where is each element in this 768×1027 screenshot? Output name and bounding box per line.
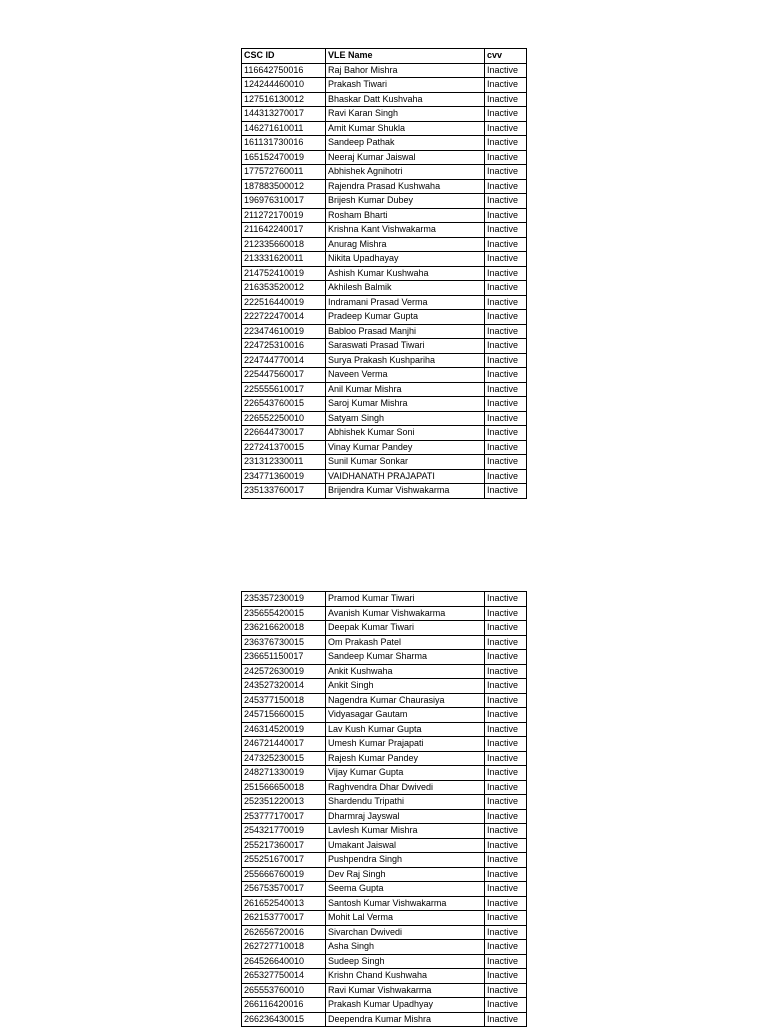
cvv-status-cell: Inactive (485, 411, 527, 426)
cvv-status-cell: Inactive (485, 223, 527, 238)
table-row (242, 925, 527, 940)
cvv-status-cell: Inactive (485, 708, 527, 723)
cvv-status-cell: Inactive (485, 882, 527, 897)
table-row (242, 484, 527, 499)
vle-name-cell: Umesh Kumar Prajapati (326, 737, 485, 752)
table-row (242, 208, 527, 223)
csc-id-cell: 255666760019 (242, 867, 326, 882)
cvv-status-cell: Inactive (485, 194, 527, 209)
table-row (242, 440, 527, 455)
vle-name-cell: Sandeep Kumar Sharma (326, 650, 485, 665)
table-row (242, 708, 527, 723)
csc-id-cell: 262153770017 (242, 911, 326, 926)
vle-name-cell: Prakash Kumar Upadhyay (326, 998, 485, 1013)
table-row (242, 737, 527, 752)
table-row (242, 664, 527, 679)
table-row (242, 92, 527, 107)
vle-name-cell: Raghvendra Dhar Dwivedi (326, 780, 485, 795)
table-row (242, 592, 527, 607)
cvv-status-cell: Inactive (485, 1012, 527, 1027)
table-row (242, 722, 527, 737)
cvv-status-cell: Inactive (485, 237, 527, 252)
cvv-status-cell: Inactive (485, 440, 527, 455)
csc-id-cell: 235133760017 (242, 484, 326, 499)
cvv-status-cell: Inactive (485, 650, 527, 665)
csc-id-cell: 214752410019 (242, 266, 326, 281)
cvv-status-cell: Inactive (485, 809, 527, 824)
cvv-status-cell: Inactive (485, 925, 527, 940)
cvv-status-cell: Inactive (485, 353, 527, 368)
table-row (242, 838, 527, 853)
cvv-status-cell: Inactive (485, 969, 527, 984)
table-body (242, 592, 527, 1027)
table-row (242, 281, 527, 296)
csc-id-cell: 116642750016 (242, 63, 326, 78)
vle-name-cell: Indramani Prasad Verma (326, 295, 485, 310)
table-row (242, 621, 527, 636)
cvv-status-cell: Inactive (485, 426, 527, 441)
cvv-status-cell: Inactive (485, 824, 527, 839)
table-row (242, 397, 527, 412)
csc-id-cell: 236216620018 (242, 621, 326, 636)
table-row (242, 136, 527, 151)
csc-id-cell: 223474610019 (242, 324, 326, 339)
cvv-status-cell: Inactive (485, 266, 527, 281)
vle-name-cell: Prakash Tiwari (326, 78, 485, 93)
cvv-status-cell: Inactive (485, 911, 527, 926)
cvv-status-cell: Inactive (485, 469, 527, 484)
csc-id-cell: 146271610011 (242, 121, 326, 136)
cvv-status-cell: Inactive (485, 592, 527, 607)
table-header-row (242, 49, 527, 64)
cvv-status-cell: Inactive (485, 896, 527, 911)
table-row (242, 795, 527, 810)
table-body (242, 63, 527, 498)
table-row (242, 882, 527, 897)
csc-id-cell: 216353520012 (242, 281, 326, 296)
vle-name-cell: Nikita Upadhayay (326, 252, 485, 267)
table-row (242, 780, 527, 795)
csc-id-cell: 264526640010 (242, 954, 326, 969)
vle-name-cell: Om Prakash Patel (326, 635, 485, 650)
csc-id-cell: 187883500012 (242, 179, 326, 194)
table-row (242, 121, 527, 136)
cvv-status-cell: Inactive (485, 63, 527, 78)
csc-id-cell: 231312330011 (242, 455, 326, 470)
vle-name-cell: Nagendra Kumar Chaurasiya (326, 693, 485, 708)
csc-id-cell: 227241370015 (242, 440, 326, 455)
table-row (242, 998, 527, 1013)
cvv-status-cell: Inactive (485, 324, 527, 339)
csc-id-cell: 251566650018 (242, 780, 326, 795)
cvv-status-cell: Inactive (485, 722, 527, 737)
cvv-status-cell: Inactive (485, 179, 527, 194)
table-row (242, 426, 527, 441)
vle-name-cell: Rajesh Kumar Pandey (326, 751, 485, 766)
vle-name-cell: Amit Kumar Shukla (326, 121, 485, 136)
cvv-status-cell: Inactive (485, 838, 527, 853)
vle-name-cell: Dharmraj Jayswal (326, 809, 485, 824)
vle-name-cell: Pushpendra Singh (326, 853, 485, 868)
table-row (242, 693, 527, 708)
cvv-status-cell: Inactive (485, 310, 527, 325)
csc-id-cell: 265327750014 (242, 969, 326, 984)
csc-id-cell: 165152470019 (242, 150, 326, 165)
csc-id-cell: 266236430015 (242, 1012, 326, 1027)
table-row (242, 911, 527, 926)
table-row (242, 63, 527, 78)
csc-id-cell: 265553760010 (242, 983, 326, 998)
table-row (242, 411, 527, 426)
vle-name-cell: Abhishek Kumar Soni (326, 426, 485, 441)
header-cvv: cvv (485, 49, 527, 64)
table-row (242, 824, 527, 839)
vle-name-cell: VAIDHANATH PRAJAPATI (326, 469, 485, 484)
table-row (242, 1012, 527, 1027)
cvv-status-cell: Inactive (485, 484, 527, 499)
vle-name-cell: Lav Kush Kumar Gupta (326, 722, 485, 737)
table-row (242, 954, 527, 969)
vle-name-cell: Shardendu Tripathi (326, 795, 485, 810)
vle-name-cell: Anurag Mishra (326, 237, 485, 252)
cvv-status-cell: Inactive (485, 397, 527, 412)
table-row (242, 310, 527, 325)
header-vle-name: VLE Name (326, 49, 485, 64)
vle-name-cell: Seema Gupta (326, 882, 485, 897)
csc-id-cell: 196976310017 (242, 194, 326, 209)
vle-name-cell: Vijay Kumar Gupta (326, 766, 485, 781)
csc-id-cell: 262656720016 (242, 925, 326, 940)
csc-id-cell: 266116420016 (242, 998, 326, 1013)
cvv-status-cell: Inactive (485, 339, 527, 354)
vle-name-cell: Anil Kumar Mishra (326, 382, 485, 397)
csc-id-cell: 242572630019 (242, 664, 326, 679)
vle-name-cell: Raj Bahor Mishra (326, 63, 485, 78)
cvv-status-cell: Inactive (485, 78, 527, 93)
cvv-status-cell: Inactive (485, 867, 527, 882)
csc-id-cell: 161131730016 (242, 136, 326, 151)
cvv-status-cell: Inactive (485, 107, 527, 122)
table-row (242, 606, 527, 621)
table-row (242, 150, 527, 165)
csc-id-cell: 177572760011 (242, 165, 326, 180)
vle-name-cell: Rajendra Prasad Kushwaha (326, 179, 485, 194)
cvv-status-cell: Inactive (485, 121, 527, 136)
cvv-status-cell: Inactive (485, 165, 527, 180)
vle-name-cell: Brijesh Kumar Dubey (326, 194, 485, 209)
table-row (242, 78, 527, 93)
vle-name-cell: Sunil Kumar Sonkar (326, 455, 485, 470)
vle-name-cell: Dev Raj Singh (326, 867, 485, 882)
cvv-status-cell: Inactive (485, 954, 527, 969)
cvv-status-cell: Inactive (485, 795, 527, 810)
csc-id-cell: 252351220013 (242, 795, 326, 810)
table-row (242, 766, 527, 781)
vle-name-cell: Santosh Kumar Vishwakarma (326, 896, 485, 911)
vle-name-cell: Akhilesh Balmik (326, 281, 485, 296)
table-row (242, 635, 527, 650)
csc-id-cell: 127516130012 (242, 92, 326, 107)
table-row (242, 324, 527, 339)
table-row (242, 223, 527, 238)
vle-name-cell: Sudeep Singh (326, 954, 485, 969)
csc-id-cell: 224744770014 (242, 353, 326, 368)
vle-name-cell: Avanish Kumar Vishwakarma (326, 606, 485, 621)
cvv-status-cell: Inactive (485, 150, 527, 165)
csc-id-cell: 245715660015 (242, 708, 326, 723)
cvv-status-cell: Inactive (485, 983, 527, 998)
cvv-status-cell: Inactive (485, 621, 527, 636)
vle-name-cell: Vinay Kumar Pandey (326, 440, 485, 455)
table-row (242, 983, 527, 998)
csc-id-cell: 247325230015 (242, 751, 326, 766)
cvv-status-cell: Inactive (485, 751, 527, 766)
cvv-status-cell: Inactive (485, 368, 527, 383)
csc-id-cell: 248271330019 (242, 766, 326, 781)
csc-id-cell: 226552250010 (242, 411, 326, 426)
table-row (242, 266, 527, 281)
header-csc-id: CSC ID (242, 49, 326, 64)
cvv-status-cell: Inactive (485, 606, 527, 621)
table-row (242, 295, 527, 310)
table-row (242, 679, 527, 694)
csc-id-cell: 246721440017 (242, 737, 326, 752)
vle-name-cell: Sivarchan Dwivedi (326, 925, 485, 940)
table-row (242, 353, 527, 368)
cvv-status-cell: Inactive (485, 208, 527, 223)
vle-name-cell: Asha Singh (326, 940, 485, 955)
csc-id-cell: 211642240017 (242, 223, 326, 238)
csc-id-cell: 211272170019 (242, 208, 326, 223)
vle-name-cell: Sandeep Pathak (326, 136, 485, 151)
vle-name-cell: Bhaskar Datt Kushvaha (326, 92, 485, 107)
vle-name-cell: Saraswati Prasad Tiwari (326, 339, 485, 354)
csc-id-cell: 212335660018 (242, 237, 326, 252)
vle-name-cell: Abhishek Agnihotri (326, 165, 485, 180)
vle-name-cell: Ankit Kushwaha (326, 664, 485, 679)
vle-name-cell: Pradeep Kumar Gupta (326, 310, 485, 325)
table-row (242, 809, 527, 824)
cvv-status-cell: Inactive (485, 92, 527, 107)
vle-name-cell: Saroj Kumar Mishra (326, 397, 485, 412)
csc-id-cell: 253777170017 (242, 809, 326, 824)
csc-id-cell: 234771360019 (242, 469, 326, 484)
cvv-status-cell: Inactive (485, 281, 527, 296)
table-row (242, 382, 527, 397)
vle-name-cell: Surya Prakash Kushpariha (326, 353, 485, 368)
table-row (242, 469, 527, 484)
cvv-status-cell: Inactive (485, 766, 527, 781)
vle-name-cell: Ankit Singh (326, 679, 485, 694)
csc-id-cell: 213331620011 (242, 252, 326, 267)
table-row (242, 455, 527, 470)
table-row (242, 237, 527, 252)
vle-name-cell: Umakant Jaiswal (326, 838, 485, 853)
vle-name-cell: Vidyasagar Gautam (326, 708, 485, 723)
cvv-status-cell: Inactive (485, 382, 527, 397)
table-row (242, 252, 527, 267)
cvv-status-cell: Inactive (485, 664, 527, 679)
vle-name-cell: Ravi Karan Singh (326, 107, 485, 122)
table-row (242, 853, 527, 868)
cvv-status-cell: Inactive (485, 940, 527, 955)
vle-status-table-1 (241, 48, 527, 499)
cvv-status-cell: Inactive (485, 455, 527, 470)
cvv-status-cell: Inactive (485, 998, 527, 1013)
csc-id-cell: 255251670017 (242, 853, 326, 868)
csc-id-cell: 243527320014 (242, 679, 326, 694)
table-row (242, 940, 527, 955)
csc-id-cell: 254321770019 (242, 824, 326, 839)
table-row (242, 165, 527, 180)
vle-status-table-2 (241, 591, 527, 1027)
csc-id-cell: 226644730017 (242, 426, 326, 441)
vle-name-cell: Deepak Kumar Tiwari (326, 621, 485, 636)
cvv-status-cell: Inactive (485, 693, 527, 708)
table-row (242, 650, 527, 665)
csc-id-cell: 245377150018 (242, 693, 326, 708)
csc-id-cell: 236651150017 (242, 650, 326, 665)
csc-id-cell: 222722470014 (242, 310, 326, 325)
cvv-status-cell: Inactive (485, 252, 527, 267)
vle-name-cell: Ravi Kumar Vishwakarma (326, 983, 485, 998)
vle-name-cell: Brijendra Kumar Vishwakarma (326, 484, 485, 499)
vle-name-cell: Neeraj Kumar Jaiswal (326, 150, 485, 165)
csc-id-cell: 255217360017 (242, 838, 326, 853)
csc-id-cell: 261652540013 (242, 896, 326, 911)
vle-name-cell: Ashish Kumar Kushwaha (326, 266, 485, 281)
vle-name-cell: Krishna Kant Vishwakarma (326, 223, 485, 238)
vle-name-cell: Naveen Verma (326, 368, 485, 383)
csc-id-cell: 262727710018 (242, 940, 326, 955)
csc-id-cell: 235655420015 (242, 606, 326, 621)
table-row (242, 751, 527, 766)
cvv-status-cell: Inactive (485, 295, 527, 310)
cvv-status-cell: Inactive (485, 679, 527, 694)
csc-id-cell: 144313270017 (242, 107, 326, 122)
csc-id-cell: 246314520019 (242, 722, 326, 737)
vle-name-cell: Rosham Bharti (326, 208, 485, 223)
table-row (242, 867, 527, 882)
csc-id-cell: 226543760015 (242, 397, 326, 412)
vle-name-cell: Satyam Singh (326, 411, 485, 426)
csc-id-cell: 224725310016 (242, 339, 326, 354)
table-row (242, 969, 527, 984)
csc-id-cell: 225447560017 (242, 368, 326, 383)
cvv-status-cell: Inactive (485, 737, 527, 752)
cvv-status-cell: Inactive (485, 780, 527, 795)
vle-name-cell: Babloo Prasad Manjhi (326, 324, 485, 339)
vle-name-cell: Mohit Lal Verma (326, 911, 485, 926)
cvv-status-cell: Inactive (485, 853, 527, 868)
table-row (242, 194, 527, 209)
vle-name-cell: Deependra Kumar Mishra (326, 1012, 485, 1027)
csc-id-cell: 222516440019 (242, 295, 326, 310)
csc-id-cell: 225555610017 (242, 382, 326, 397)
csc-id-cell: 235357230019 (242, 592, 326, 607)
table-row (242, 368, 527, 383)
vle-name-cell: Pramod Kumar Tiwari (326, 592, 485, 607)
table-row (242, 107, 527, 122)
table-row (242, 339, 527, 354)
cvv-status-cell: Inactive (485, 136, 527, 151)
cvv-status-cell: Inactive (485, 635, 527, 650)
table-row (242, 896, 527, 911)
csc-id-cell: 124244460010 (242, 78, 326, 93)
vle-name-cell: Lavlesh Kumar Mishra (326, 824, 485, 839)
csc-id-cell: 236376730015 (242, 635, 326, 650)
table-row (242, 179, 527, 194)
csc-id-cell: 256753570017 (242, 882, 326, 897)
vle-name-cell: Krishn Chand Kushwaha (326, 969, 485, 984)
